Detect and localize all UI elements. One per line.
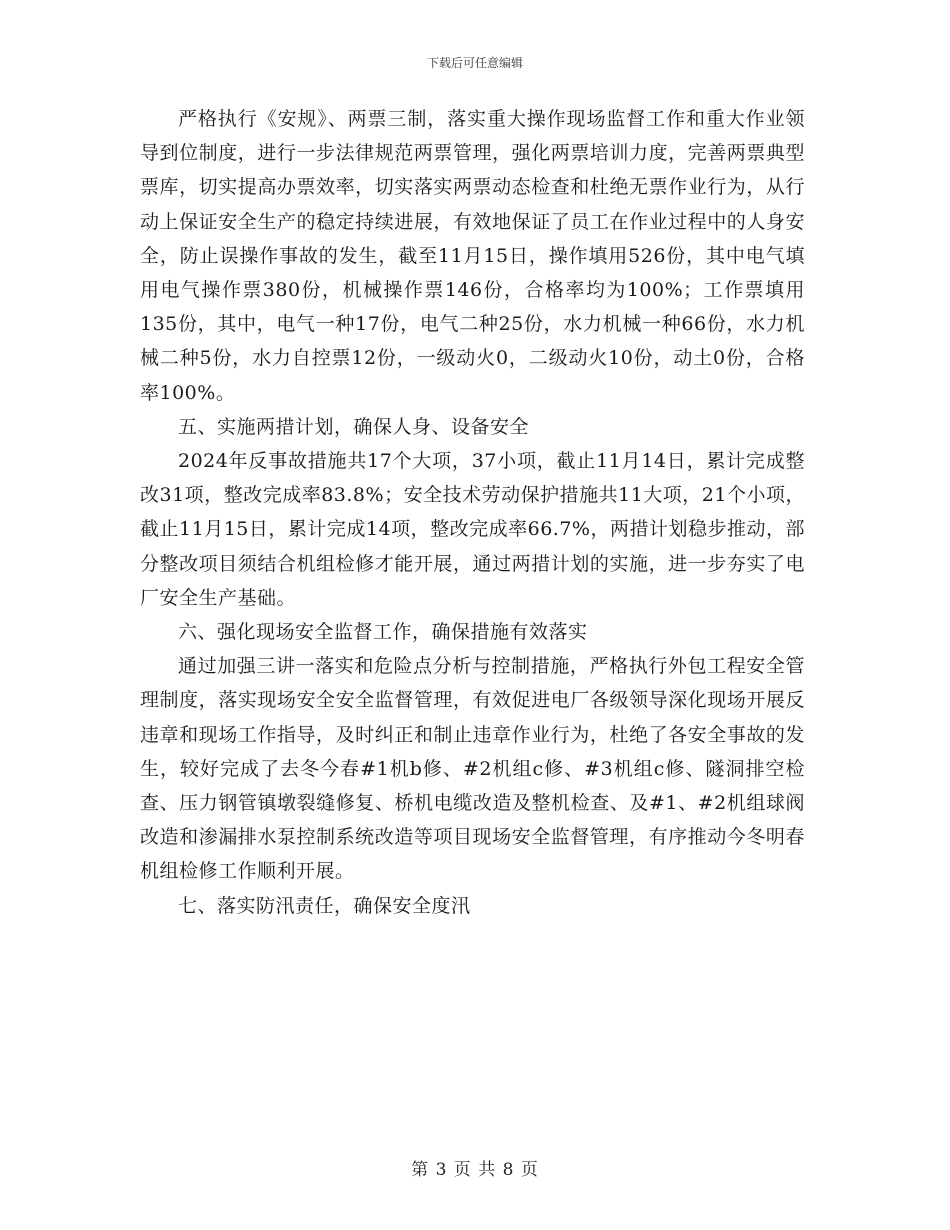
paragraph-two-tickets: 严格执行《安规》、两票三制，落实重大操作现场监督工作和重大作业领导到位制度，进行一步法律规范两票管理，强化两票培训力度，完善两票典型票库，切实提高办票效率，切实落实两票动态检查和杜绝无票作业行为，从行动上保证安全生产的稳定持续进展，有效地保证了员工在作业过程中的人身安全，防止误操作事故的发生，截至11月15日，操作填用526份，其中电气填用电气操作票380份，机械操作票146份，合格率均为100%；工作票填用135份，其中，电气一种17份，电气二种25份，水力机械一种66份，水力机械二种5份，水力自控票12份，一级动火0，二级动火10份，动土0份，合格率100%。	[140, 108, 805, 404]
section-heading-7: 七、落实防汛责任，确保安全度汛	[178, 894, 471, 917]
page-header: 下载后可任意编辑	[426, 56, 523, 70]
document-body	[140, 102, 805, 923]
paragraph-two-measures: 2024年反事故措施共17个大项，37小项，截止11月14日，累计完成整改31项，整改完成率83.8%；安全技术劳动保护措施共11大项，21个小项，截止11月15日，累计完成14项，整改完成率66.7%，两措计划稳步推动，部分整改项目须结合机组检修才能开展，通过两措计划的实施，进一步夯实了电厂安全生产基础。	[140, 450, 805, 609]
section-heading-6: 六、强化现场安全监督工作，确保措施有效落实	[178, 621, 588, 644]
page-number: 第 3 页 共 8 页	[411, 1160, 539, 1180]
paragraph-site-supervision: 通过加强三讲一落实和危险点分析与控制措施，严格执行外包工程安全管理制度，落实现场安全安全监督管理，有效促进电厂各级领导深化现场开展反违章和现场工作指导，及时纠正和制止违章作业行为，杜绝了各安全事故的发生，较好完成了去冬今春#1机b修、#2机组c修、#3机组c修、隧洞排空检查、压力钢管镇墩裂缝修复、桥机电缆改造及整机检查、及#1、#2机组球阀改造和渗漏排水泵控制系统改造等项目现场安全监督管理，有序推动今冬明春机组检修工作顺利开展。	[140, 655, 805, 883]
section-heading-5: 五、实施两措计划，确保人身、设备安全	[178, 415, 530, 438]
